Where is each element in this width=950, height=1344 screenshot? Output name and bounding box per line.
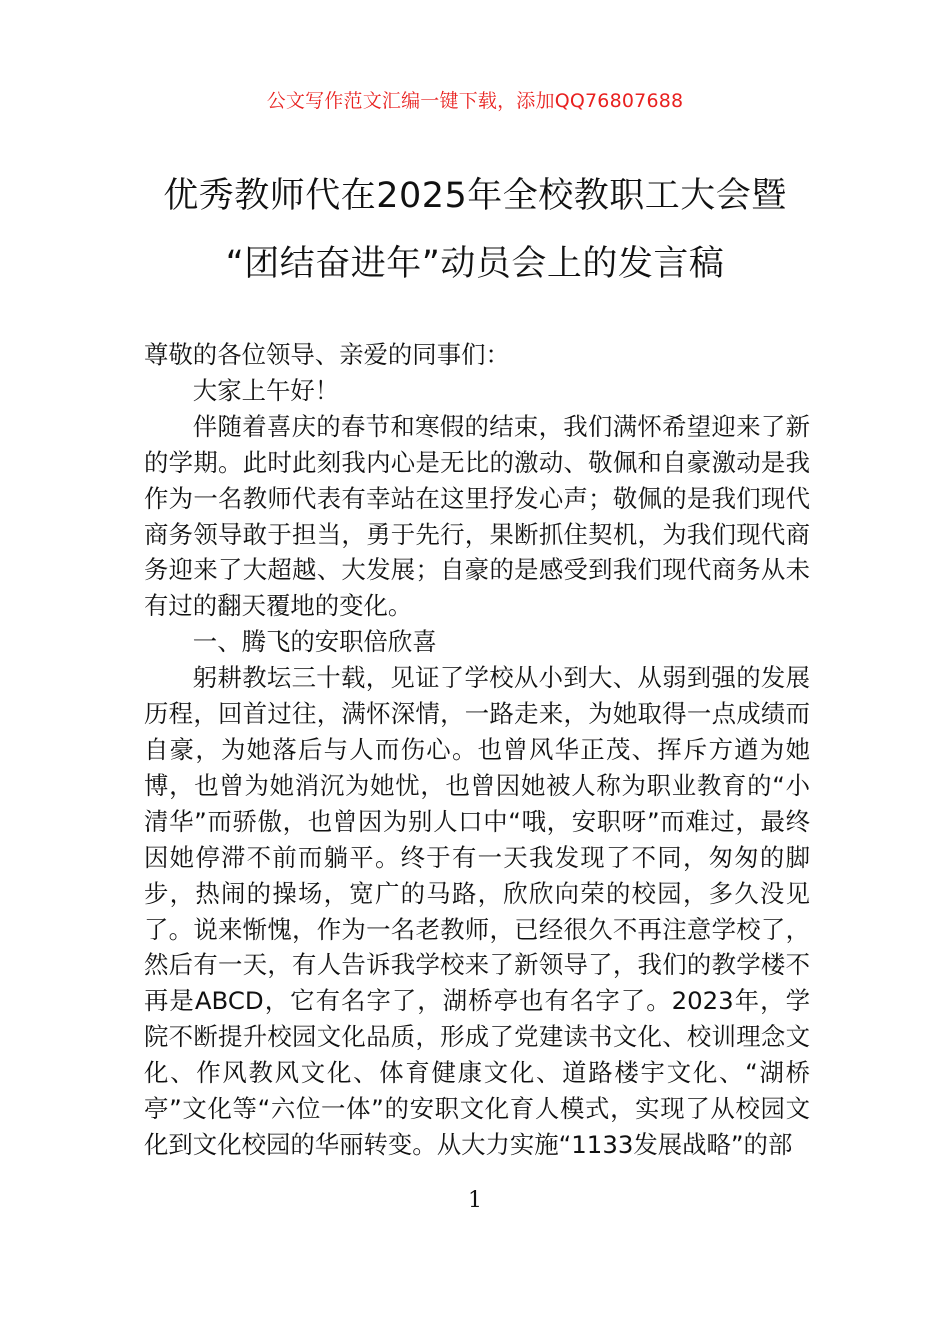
page-number: 1 <box>468 1188 482 1213</box>
section-heading-1: 一、腾飞的安职倍欣喜 <box>192 627 437 657</box>
paragraph-opening: 伴随着喜庆的春节和寒假的结束，我们满怀希望迎来了新的学期。此时此刻我内心是无比的激动、敬佩和自豪激动是我作为一名教师代表有幸站在这里抒发心声；敬佩的是我们现代商务领导敢于担当，勇于先行，果断抓住契机，为我们现代商务迎来了大超越、大发展；自豪的是感受到我们现代商务从未有过的翻天覆地的变化。 <box>144 411 810 621</box>
document-title-line-2: “团结奋进年”动员会上的发言稿 <box>225 244 725 284</box>
salutation: 尊敬的各位领导、亲爱的同事们： <box>144 340 510 369</box>
paragraph-section-1: 躬耕教坛三十载，见证了学校从小到大、从弱到强的发展历程，回首过往，满怀深情，一路走来，为她取得一点成绩而自豪，为她落后与人而伤心。也曾风华正茂、挥斥方遒为她博，也曾为她消沉为她忧，也曾因她被人称为职业教育的“小清华”而骄傲，也曾因为别人口中“哦，安职呀”而难过，最终因她停滞不前而躺平。终于有一天我发现了不同，匆匆的脚步，热闹的操场，宽广的马路，欣欣向荣的校园，多久没见了。说来惭愧，作为一名老教师，已经很久不再注意学校了，然后有一天，有人告诉我学校来了新领导了，我们的教学楼不再是ABCD，它有名字了，湖桥亭也有名字了。2023年，学院不断提升校园文化品质，形成了党建读书文化、校训理念文化、作风教风文化、体育健康文化、道路楼宇文化、“湖桥亭”文化等“六位一体”的安职文化育人模式，实现了从校园文化到文化校园的华丽转变。从大力实施“1133发展战略”的部 <box>144 663 810 1159</box>
download-promo-note: 公文写作范文汇编一键下载，添加QQ76807688 <box>266 90 684 112</box>
greeting: 大家上午好！ <box>192 375 340 405</box>
document-title-line-1: 优秀教师代在2025年全校教职工大会暨 <box>163 176 787 216</box>
speech-body <box>144 337 810 1163</box>
